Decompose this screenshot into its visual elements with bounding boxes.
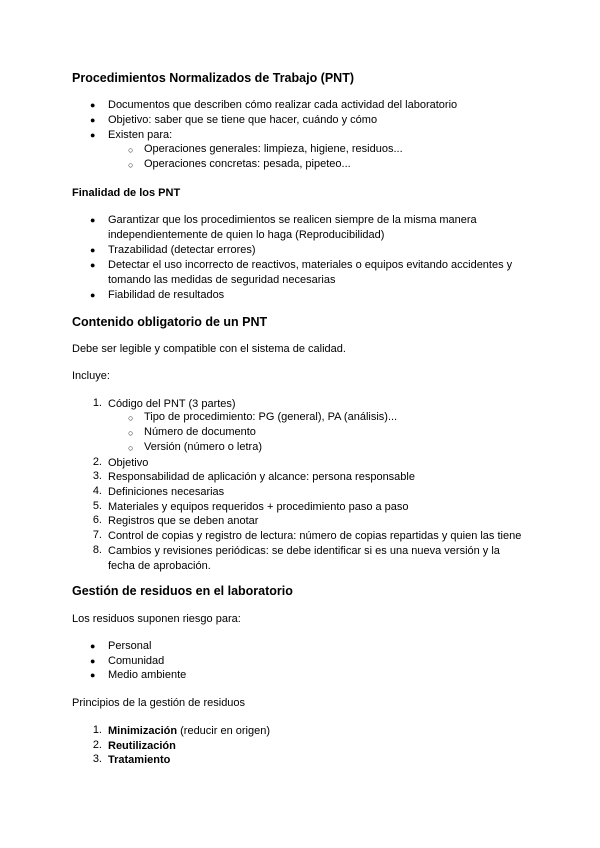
list-item: Materiales y equipos requeridos + procedimiento paso a paso — [108, 501, 409, 513]
sub-bullet: ○ — [128, 160, 134, 170]
sub-list-item: Número de documento — [144, 426, 256, 438]
list-number: 3. — [92, 753, 102, 765]
list-item: Garantizar que los procedimientos se realicen siempre de la misma manera independientemente de quien lo haga (Reproducibilidad) — [108, 214, 477, 241]
section-title-pnt: Procedimientos Normalizados de Trabajo (PNT) — [72, 71, 355, 85]
list-item: Registros que se deben anotar — [108, 515, 259, 527]
paragraph: Incluye: — [72, 370, 110, 382]
bold-term: Minimización — [108, 725, 178, 737]
list-item: Control de copias y registro de lectura: número de copias repartidas y quien las tiene — [108, 530, 522, 542]
list-item: Detectar el uso incorrecto de reactivos, materiales o equipos evitando accidentes y tomando las medidas de seguridad necesarias — [108, 259, 513, 286]
bullet: ● — [90, 641, 96, 651]
list-number: 4. — [92, 485, 102, 497]
list-number: 7. — [92, 529, 102, 541]
sub-list-item: Versión (número o letra) — [144, 441, 262, 453]
list-number: 8. — [92, 544, 102, 556]
list-number: 1. — [92, 397, 102, 409]
list-item — [108, 724, 270, 739]
bold-term: Reutilización — [108, 740, 176, 752]
paragraph: Debe ser legible y compatible con el sistema de calidad. — [72, 343, 346, 355]
list-item: Comunidad — [108, 655, 165, 667]
list-item: Objetivo: saber que se tiene que hacer, cuándo y cómo — [108, 114, 378, 126]
sub-bullet: ○ — [128, 443, 134, 453]
bullet: ● — [90, 656, 96, 666]
bullet: ● — [90, 260, 96, 270]
section-title-finalidad: Finalidad de los PNT — [72, 187, 181, 199]
bullet: ● — [90, 115, 96, 125]
list-number: 2. — [92, 739, 102, 751]
bold-term: Tratamiento — [108, 754, 171, 766]
sub-bullet: ○ — [128, 413, 134, 423]
bullet: ● — [90, 130, 96, 140]
list-item: Código del PNT (3 partes) — [108, 398, 236, 410]
sub-list-item: Tipo de procedimiento: PG (general), PA (análisis)... — [144, 411, 398, 423]
bullet: ● — [90, 100, 96, 110]
paragraph: Los residuos suponen riesgo para: — [72, 613, 241, 625]
sub-bullet: ○ — [128, 428, 134, 438]
list-number: 2. — [92, 456, 102, 468]
list-item: Medio ambiente — [108, 669, 187, 681]
list-number: 6. — [92, 514, 102, 526]
list-item — [108, 739, 176, 754]
bullet: ● — [90, 290, 96, 300]
term-note: (reducir en origen) — [177, 725, 270, 737]
list-item: Fiabilidad de resultados — [108, 289, 225, 301]
list-item: Responsabilidad de aplicación y alcance: persona responsable — [108, 471, 415, 483]
list-item — [108, 753, 170, 768]
list-number: 3. — [92, 470, 102, 482]
paragraph: Principios de la gestión de residuos — [72, 697, 246, 709]
list-number: 5. — [92, 500, 102, 512]
list-item: Documentos que describen cómo realizar cada actividad del laboratorio — [108, 99, 458, 111]
list-item: Objetivo — [108, 457, 149, 469]
list-number: 1. — [92, 724, 102, 736]
list-item: Existen para: — [108, 129, 173, 141]
section-title-contenido: Contenido obligatorio de un PNT — [72, 315, 268, 329]
sub-list-item: Operaciones generales: limpieza, higiene, residuos... — [144, 143, 403, 155]
bullet: ● — [90, 215, 96, 225]
bullet: ● — [90, 245, 96, 255]
sub-bullet: ○ — [128, 145, 134, 155]
list-item: Personal — [108, 640, 152, 652]
section-title-residuos: Gestión de residuos en el laboratorio — [72, 584, 293, 598]
list-item: Definiciones necesarias — [108, 486, 225, 498]
list-item: Trazabilidad (detectar errores) — [108, 244, 256, 256]
sub-list-item: Operaciones concretas: pesada, pipeteo... — [144, 158, 351, 170]
bullet: ● — [90, 670, 96, 680]
list-item: Cambios y revisiones periódicas: se debe identificar si es una nueva versión y la fecha de aprobación. — [108, 545, 500, 572]
